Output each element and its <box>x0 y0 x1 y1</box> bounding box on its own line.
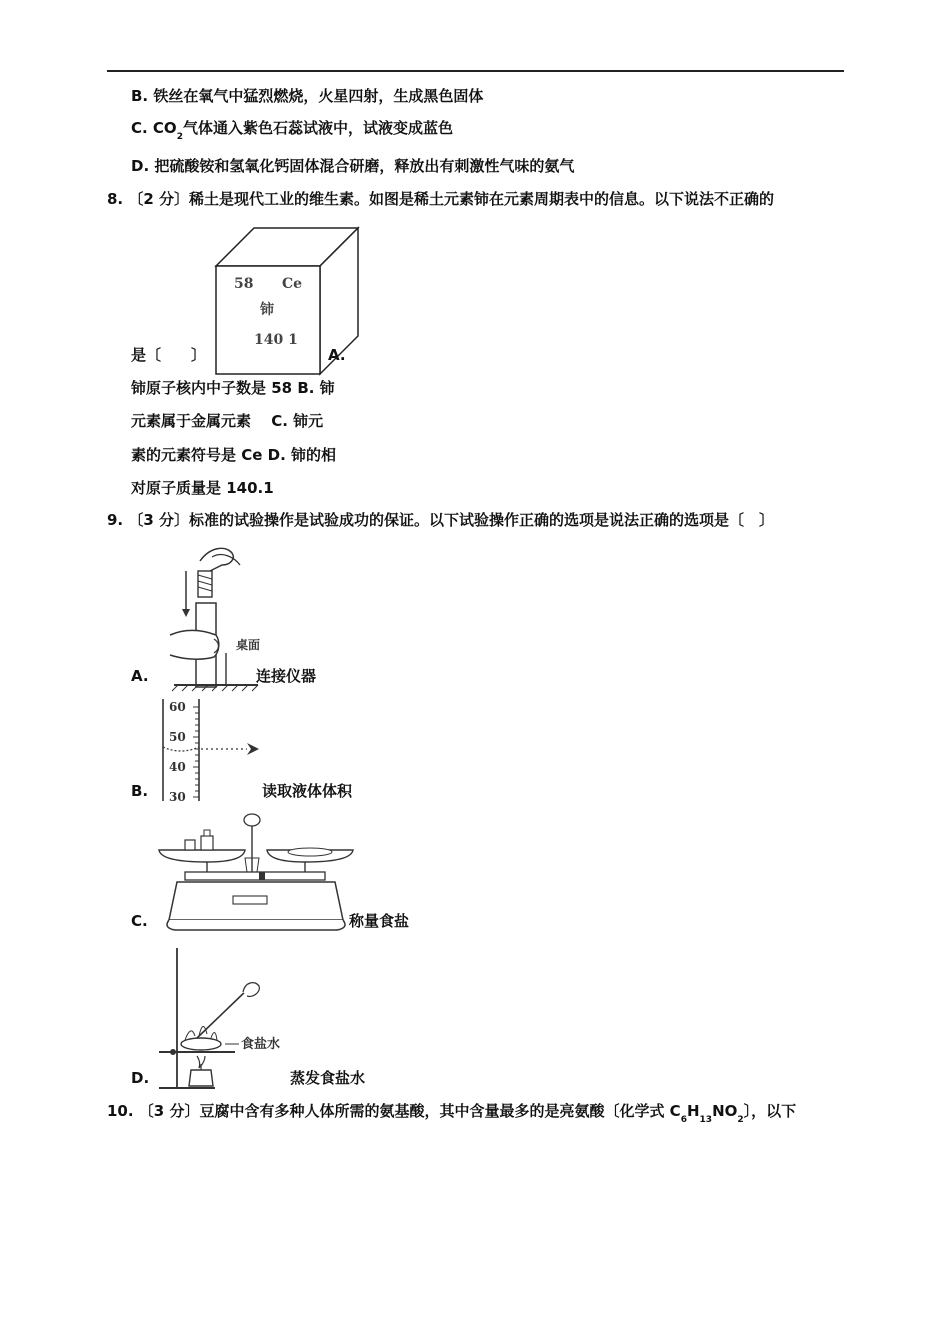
q8-line-1: 铈原子核内中子数是 58 B. 铈 <box>131 379 335 397</box>
q9-option-a-text: 连接仪器 <box>256 667 317 685</box>
q9-option-b-label: B. <box>131 782 149 800</box>
q9-figure-b-cylinder <box>155 697 265 803</box>
q8-option-a-label: A. <box>328 346 346 364</box>
q9-option-d-label: D. <box>131 1069 150 1087</box>
q9-figure-d-evaporation <box>155 946 295 1096</box>
element-name: 铈 <box>260 302 274 318</box>
q9-option-c-label: C. <box>131 912 148 930</box>
q8-line-4: 对原子质量是 140.1 <box>131 479 274 497</box>
q7-option-b: B. 铁丝在氧气中猛烈燃烧，火星四射，生成黑色固体 <box>131 87 484 105</box>
q9-figure-a-connect <box>170 543 260 693</box>
tick-50: 50 <box>169 730 186 744</box>
q9-figure-c-balance <box>155 812 365 942</box>
q8-line-3: 素的元素符号是 Ce D. 铈的相 <box>131 446 336 464</box>
q7-option-d: D. 把硫酸铵和氢氧化钙固体混合研磨，释放出有刺激性气味的氨气 <box>131 157 575 175</box>
q9-option-a-label: A. <box>131 667 149 685</box>
salt-water-label: 食盐水 <box>241 1037 281 1052</box>
q9-stem: 9. 〔3 分〕标准的试验操作是试验成功的保证。以下试验操作正确的选项是说法正确的选项是〔 〕 <box>107 511 775 529</box>
element-symbol: Ce <box>282 276 303 292</box>
q9-option-d-text: 蒸发食盐水 <box>290 1069 366 1087</box>
header-rule <box>107 70 844 72</box>
atomic-number: 58 <box>234 276 254 292</box>
tick-40: 40 <box>169 760 186 774</box>
desk-label: 桌面 <box>236 638 261 652</box>
q10-stem: 10. 〔3 分〕豆腐中含有多种人体所需的氨基酸，其中含量最多的是亮氨酸〔化学式 $C_6H_{13}NO_2$〕，以下 <box>107 1102 797 1125</box>
tick-60: 60 <box>169 700 186 714</box>
q9-option-b-text: 读取液体体积 <box>262 782 353 800</box>
atomic-mass: 140 1 <box>254 332 298 348</box>
q8-stem: 8. 〔2 分〕稀土是现代工业的维生素。如图是稀土元素铈在元素周期表中的信息。以下说法不正确的 <box>107 190 775 208</box>
q8-stem-end: 是〔 〕 <box>131 346 207 364</box>
q8-line-2: 元素属于金属元素 C. 铈元 <box>131 412 324 430</box>
q7-option-c: C. $CO_2$气体通入紫色石蕊试液中，试液变成蓝色 <box>131 119 453 142</box>
tick-30: 30 <box>169 790 186 804</box>
q9-option-c-text: 称量食盐 <box>349 912 410 930</box>
